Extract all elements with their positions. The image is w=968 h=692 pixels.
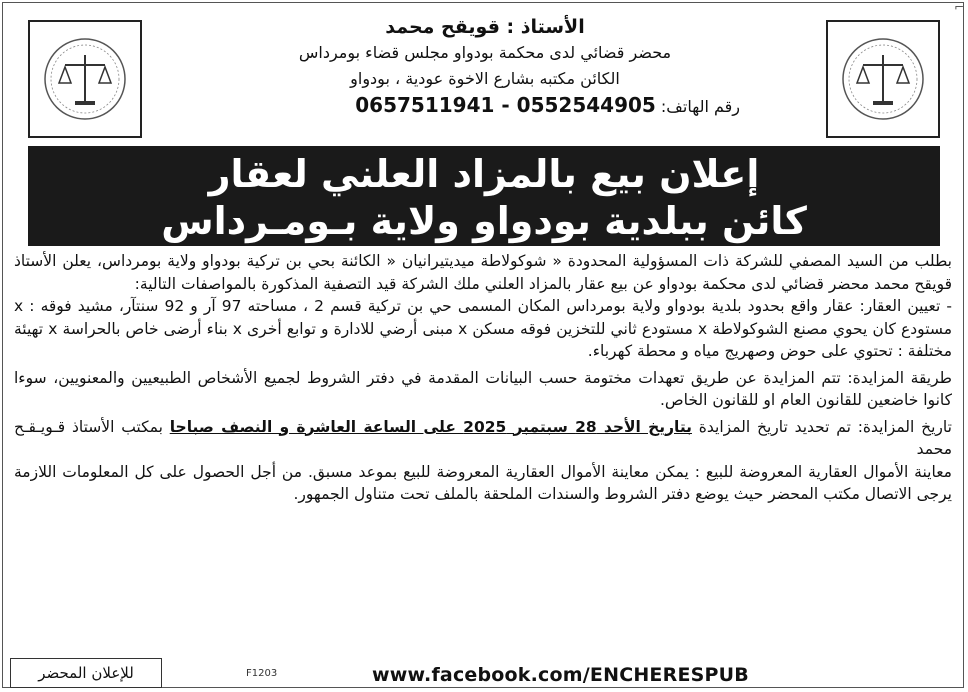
reference-code: F1203	[246, 668, 278, 679]
auction-date-value: بتاريخ الأحد 28 سبتمبر 2025 على الساعة العاشرة و النصف صباحا	[169, 417, 692, 436]
bailiff-address: الكائن مكتبه بشارع الاخوة عودية ، بودواو	[350, 69, 620, 88]
inspection-paragraph: معاينة الأموال العقارية المعروضة للبيع : يمكن معاينة الأموال العقارية المعروضة للبيع بموعد مسبق. من أجل الحصول على كل المعلومات اللازمة يرجى الاتصال مكتب المحضر حيث يوضع دفتر الشروط والسندات الملحقة بالملف تحت متناول الجمهور.	[14, 462, 952, 503]
auction-date-text: تم تحديد تاريخ المزايدة	[698, 417, 851, 436]
justice-scale-logo-right	[826, 20, 940, 138]
property-paragraph: - تعيين العقار: عقار واقع بحدود بلدية بودواو ولاية بومرداس المكان المسمى حي بن تركية قسم 2 ، مساحته 97 آر و 92 سنتآر، مشيد فوقه : x مستودع كان يحوي مصنع الشوكولاطة x مستودع ثاني للتخزين فوقه مسكن x مبنى أرضي للادارة و توابع أخرى x بناء أرضى خاص بالحراسة x تهيئة مختلفة : تحتوي على حوض وصهريج مياه و محطة كهرباء.	[14, 297, 953, 360]
banner-title-line1: إعلان بيع بالمزاد العلني لعقار	[208, 152, 760, 196]
banner-title-line2: كائن ببلدية بودواو ولاية بـومـرداس	[161, 199, 807, 243]
phone-line	[160, 92, 810, 120]
auction-date-place: بمكتب الأستاذ قـويـقـح محمد	[14, 417, 952, 458]
justice-scale-logo-left	[28, 20, 142, 138]
announcement-bailiff-box: للإعلان المحضر	[10, 658, 162, 688]
announcement-banner	[28, 146, 940, 246]
phone-numbers: 0657511941 - 0552544905	[355, 93, 656, 117]
auction-date-paragraph	[14, 416, 952, 461]
bailiff-header	[160, 14, 810, 120]
phone-label: رقم الهاتف:	[660, 97, 740, 116]
announcement-body	[14, 250, 952, 506]
bailiff-name: الأستاذ : قويقح محمد	[385, 16, 585, 38]
bailiff-office: محضر قضائي لدى محكمة بودواو مجلس قضاء بومرداس	[298, 43, 672, 62]
facebook-url[interactable]: www.facebook.com/ENCHERESPUB	[372, 664, 749, 686]
intro-paragraph: بطلب من السيد المصفي للشركة ذات المسؤولية المحدودة « شوكولاطة ميديتيرانيان « الكائنة بحي بن تركية بودواو ولاية بومرداس، يعلن الأستاذ قويقح محمد محضر قضائي لدى محكمة بودواو عن بيع عقار بالمزاد العلني ملك الشركة قيد التصفية المذكورة بالمواصفات التالية:	[14, 252, 952, 293]
corner-mark: ⌐	[953, 0, 964, 14]
auction-date-label: تاريخ المزايدة:	[857, 417, 952, 436]
method-paragraph: طريقة المزايدة: تتم المزايدة عن طريق تعهدات مختومة حسب البيانات المقدمة في دفتر الشروط لجميع الأشخاص الطبيعيين والمعنويين، سوءا كانوا خاضعين للقانون العام او للقانون الخاص.	[14, 368, 952, 409]
